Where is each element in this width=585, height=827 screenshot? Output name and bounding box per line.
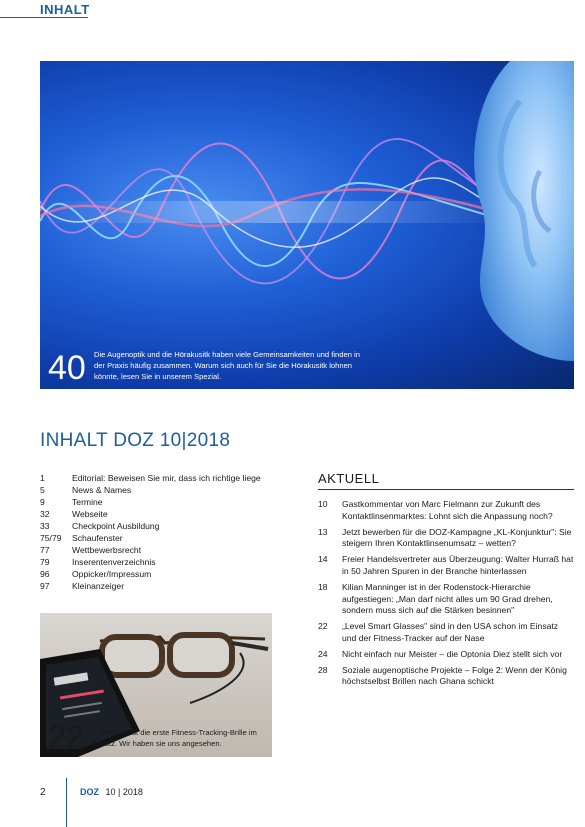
hero-image (40, 61, 574, 389)
toc-item-page: 9 (40, 497, 45, 507)
aktuell-item[interactable] (318, 554, 574, 578)
toc-item[interactable] (40, 472, 300, 484)
footer-page-number: 2 (40, 787, 46, 798)
aktuell-item-page: 22 (318, 621, 328, 632)
aktuell-item[interactable] (318, 499, 574, 523)
footer-issue: 10 | 2018 (105, 787, 143, 797)
toc-item-title: Checkpoint Ausbildung (72, 521, 160, 531)
aktuell-rule (318, 489, 574, 490)
aktuell-item-page: 13 (318, 526, 328, 537)
toc-item[interactable] (40, 568, 300, 580)
toc-item-page: 1 (40, 473, 45, 483)
toc-item-page: 75/79 (40, 533, 62, 543)
toc-item[interactable] (40, 532, 300, 544)
toc-title: INHALT DOZ 10|2018 (40, 430, 231, 451)
toc-item[interactable] (40, 520, 300, 532)
footer-rule (66, 778, 67, 827)
footer-brand (80, 787, 143, 797)
hero-caption-text: Die Augenoptik und die Hörakusitk haben viele Gemeinsamkeiten und finden in der Praxis häufig zusammen. Warum sich auch für Sie die Hörakusitk lohnen könnte, lesen Sie in unserem Spezial. (94, 350, 360, 381)
aktuell-item-page: 18 (318, 581, 328, 592)
aktuell-item-title: „Level Smart Glasses" sind in den USA schon im Einsatz und der Fitness-Tracker auf der Nase (342, 621, 559, 643)
toc-item-title: Wettbewerbsrecht (72, 545, 142, 555)
section-header: INHALT (40, 2, 90, 17)
photo-page-number[interactable]: 22 (48, 719, 84, 755)
toc-list (40, 472, 300, 592)
toc-item[interactable] (40, 496, 300, 508)
toc-item[interactable] (40, 580, 300, 592)
feature-photo (40, 613, 272, 757)
aktuell-item[interactable] (318, 665, 574, 689)
toc-item[interactable] (40, 508, 300, 520)
sound-wave-illustration (40, 61, 574, 389)
photo-caption-text: In den USA ist die erste Fitness-Tracking-Brille im Einsatz. Wir haben sie uns angesehen. (90, 728, 257, 748)
aktuell-item-title: Kilian Manninger ist in der Rodenstock-Hierarchie aufgestiegen: „Man darf nicht alles um 90 Grad drehen, sondern muss sich auf die Stärken besinnen" (342, 581, 553, 616)
aktuell-item-page: 24 (318, 648, 328, 659)
toc-item-title: Inserentenverzeichnis (72, 557, 156, 567)
aktuell-item-title: Soziale augenoptische Projekte – Folge 2: Wenn der König höchstselbst Brillen nach Ghana schickt (342, 664, 567, 687)
toc-item-title: Kleinanzeiger (72, 581, 125, 591)
toc-item[interactable] (40, 484, 300, 496)
toc-item-page: 97 (40, 581, 50, 591)
aktuell-item-title: Gastkommentar von Marc Fielmann zur Zukunft des Kontaktlinsenmarktes: Lohnt sich die Anpassung noch? (342, 499, 553, 521)
toc-item-page: 96 (40, 569, 50, 579)
aktuell-item[interactable] (318, 649, 574, 661)
aktuell-item-page: 28 (318, 664, 328, 675)
footer-brand-name: DOZ (80, 787, 99, 797)
toc-item[interactable] (40, 556, 300, 568)
toc-item-page: 5 (40, 485, 45, 495)
aktuell-item[interactable] (318, 527, 574, 551)
toc-item-title: News & Names (72, 485, 132, 495)
toc-item-title: Schaufenster (72, 533, 123, 543)
aktuell-list (318, 499, 574, 692)
toc-item-title: Oppicker/Impressum (72, 569, 152, 579)
aktuell-title: AKTUELL (318, 471, 380, 486)
hero-page-number[interactable]: 40 (48, 349, 86, 387)
toc-item-page: 77 (40, 545, 50, 555)
toc-item-page: 79 (40, 557, 50, 567)
aktuell-item[interactable] (318, 582, 574, 617)
toc-item[interactable] (40, 544, 300, 556)
aktuell-item-page: 14 (318, 554, 328, 565)
header-rule (0, 17, 88, 18)
toc-item-page: 32 (40, 509, 50, 519)
toc-item-title: Termine (72, 497, 103, 507)
toc-item-page: 33 (40, 521, 50, 531)
hero-caption (40, 341, 574, 389)
aktuell-item-title: Freier Handelsvertreter aus Überzeugung: Walter Hurraß hat in 50 Jahren Spuren in der Branche hinterlassen (342, 554, 574, 576)
aktuell-item[interactable] (318, 621, 574, 645)
toc-item-title: Editorial: Beweisen Sie mir, dass ich richtige liege (72, 473, 261, 483)
aktuell-item-page: 10 (318, 499, 328, 509)
aktuell-item-title: Jetzt bewerben für die DOZ-Kampagne „KL-Konjunktur": Sie steigern Ihren Kontaktlinsenumsatz – wetten? (342, 526, 572, 549)
toc-item-title: Webseite (72, 509, 108, 519)
aktuell-item-title: Nicht einfach nur Meister – die Optonia Diez stellt sich vor (342, 648, 563, 659)
